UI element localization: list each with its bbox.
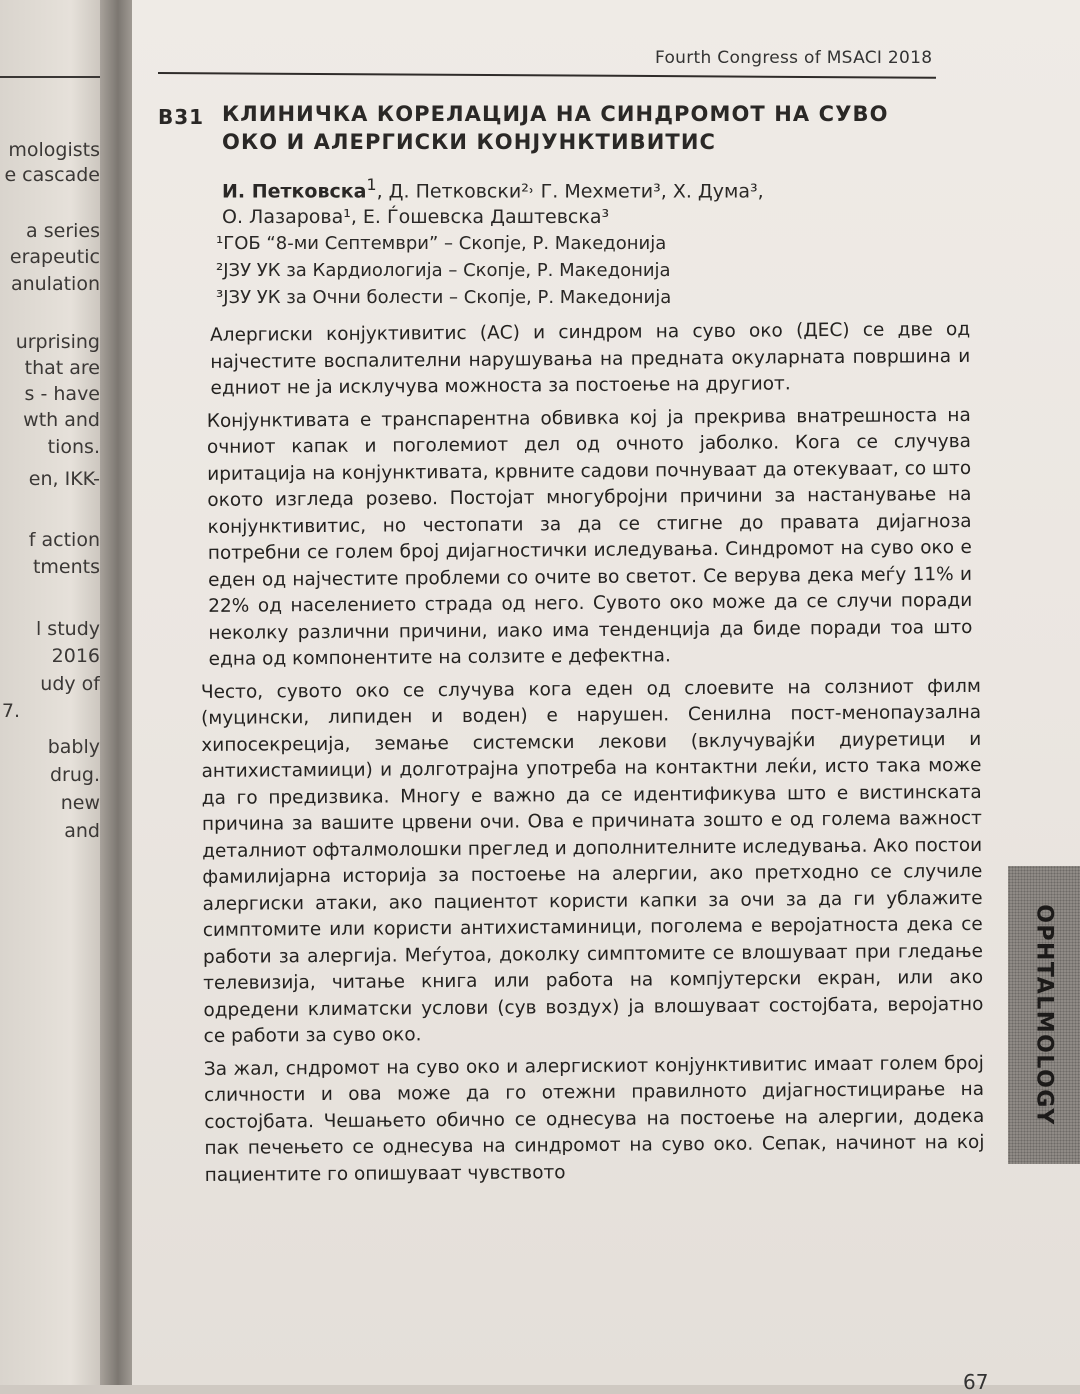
abstract-body (198, 317, 985, 1195)
lead-author: И. Петковска (222, 180, 367, 203)
left-fragment: wth and (23, 409, 100, 431)
left-fragment: 7. (1, 700, 20, 722)
left-fragment: l study (35, 618, 100, 640)
lead-author-affiliation: 1 (366, 175, 377, 194)
left-fragment: a series (26, 220, 100, 242)
left-fragment: 2016 (51, 645, 100, 667)
left-fragment: urprising (15, 331, 100, 353)
left-fragment: tions. (47, 436, 100, 458)
left-fragment: bably (47, 736, 100, 758)
running-header: Fourth Congress of MSACI 2018 (655, 48, 933, 68)
left-fragment: drug. (49, 764, 100, 786)
left-fragment: tments (32, 556, 100, 578)
author-line (222, 172, 922, 204)
page-number: 67 (963, 1370, 989, 1394)
left-fragment: and (64, 820, 100, 842)
affiliation: ¹ГОБ “8-ми Септември” – Скопје, Р. Македонија (216, 233, 667, 254)
affiliations (216, 230, 916, 311)
body-paragraph: Често, сувото око се случува кога еден од слоевите на солзниот филм (муцински, липиден и воден) е нарушен. Сенилна пост-менопаузална хипосекреција, земање системски лекови (вклучувајќи диуретици и антихистамиици) и долготрајна употреба на контактни леќи, исто така може да го предизвика. Многу е важно да се идентификува што е вистинската причина за вашите црвени очи. Ова е причината зошто е од голема важност деталниот офталмолошки преглед и дополнителните иследувања. Ако постои фамилијарна историја за постоење на алергии, ако претходно се случиле алергиски атаки, ако пациентот користи капки за очи за да ги ублажите симптомите или користи антихистаминици, поголема е веројатноста дека се работи за алергија. Меѓутоа, доколку симптомите се влошуваат при гледање телевизија, читање книга или работа на компјутерски екран, или ако одредени климатски услови (сув воздух) ја влошуваат состојбата, веројатно се работи за суво око. (200, 675, 984, 1047)
body-paragraph: За жал, сндромот на суво око и алергискиот конјунктивитис имаат голем број сличности и ова може да го отежни правилното дијагностицирање на состојбата. Чешањето обично се однесува на постоење на алергии, додека пак печењето се однесува на синдромот на суво око. Сепак, начинот на кој пациентите го опишуваат чувството (203, 1052, 985, 1186)
body-paragraph: Алергиски конјуктивитис (АС) и синдром на суво око (ДЕС) се две од најчестите воспалителни нарушувања на предната окуларната површина и едниот не ја исклучува можноста за постоење на другиот. (210, 318, 971, 399)
abstract-code: B31 (158, 105, 205, 129)
left-fragment: new (60, 792, 100, 814)
left-fragment: anulation (10, 273, 100, 295)
coauthors: , Д. Петковски²˒ Г. Мехмети³, Х. Дума³, (376, 180, 764, 203)
section-tab-label: OPHTALMOLOGY (1031, 904, 1057, 1126)
left-fragment: mologists (8, 139, 100, 161)
left-fragment: erapeutic (9, 246, 100, 268)
abstract-title (222, 100, 942, 156)
left-fragment: e cascade (4, 164, 100, 186)
body-paragraph: Конјунктивата е транспарентна обвивка кој ја прекрива внатрешноста на очниот капак и поголемиот дел од очното јаболко. Кога се случува иритација на конјунктивата, крвните садови почнуваат да отекуваат, со што окото изгледа розево. Постојат многубројни причини за настанување на конјунктивитис, но честопати за да се стигне до правата дијагноза потребни се голем број дијагностички иследувања. Синдромот на суво око е еден од најчестите проблеми со очите во светот. Се верува дека меѓу 11% и 22% од населението страда од него. Сувото око може да се случи поради неколку различни причини, иако има тенденција да биде поради тоа што една од компонентите на солзите е дефектна. (206, 404, 973, 670)
left-fragment: f action (28, 529, 100, 551)
title-line: КЛИНИЧКА КОРЕЛАЦИЈА НА СИНДРОМОТ НА СУВО (222, 102, 889, 126)
author-line: О. Лазарова¹, Е. Ѓошевска Даштевска³ (222, 206, 610, 229)
left-fragment: s - have (24, 383, 100, 405)
previous-page-rule (0, 76, 100, 78)
affiliation: ³ЈЗУ УК за Очни болести – Скопје, Р. Македонија (216, 287, 672, 308)
affiliation: ²ЈЗУ УК за Кардиологија – Скопје, Р. Македонија (216, 260, 671, 281)
left-fragment: en, IKK- (28, 468, 100, 490)
left-fragment: udy of (40, 673, 100, 695)
title-line: ОКО И АЛЕРГИСКИ КОНЈУНКТИВИТИС (222, 130, 717, 154)
left-fragment: that are (24, 357, 100, 379)
author-list (222, 172, 922, 230)
